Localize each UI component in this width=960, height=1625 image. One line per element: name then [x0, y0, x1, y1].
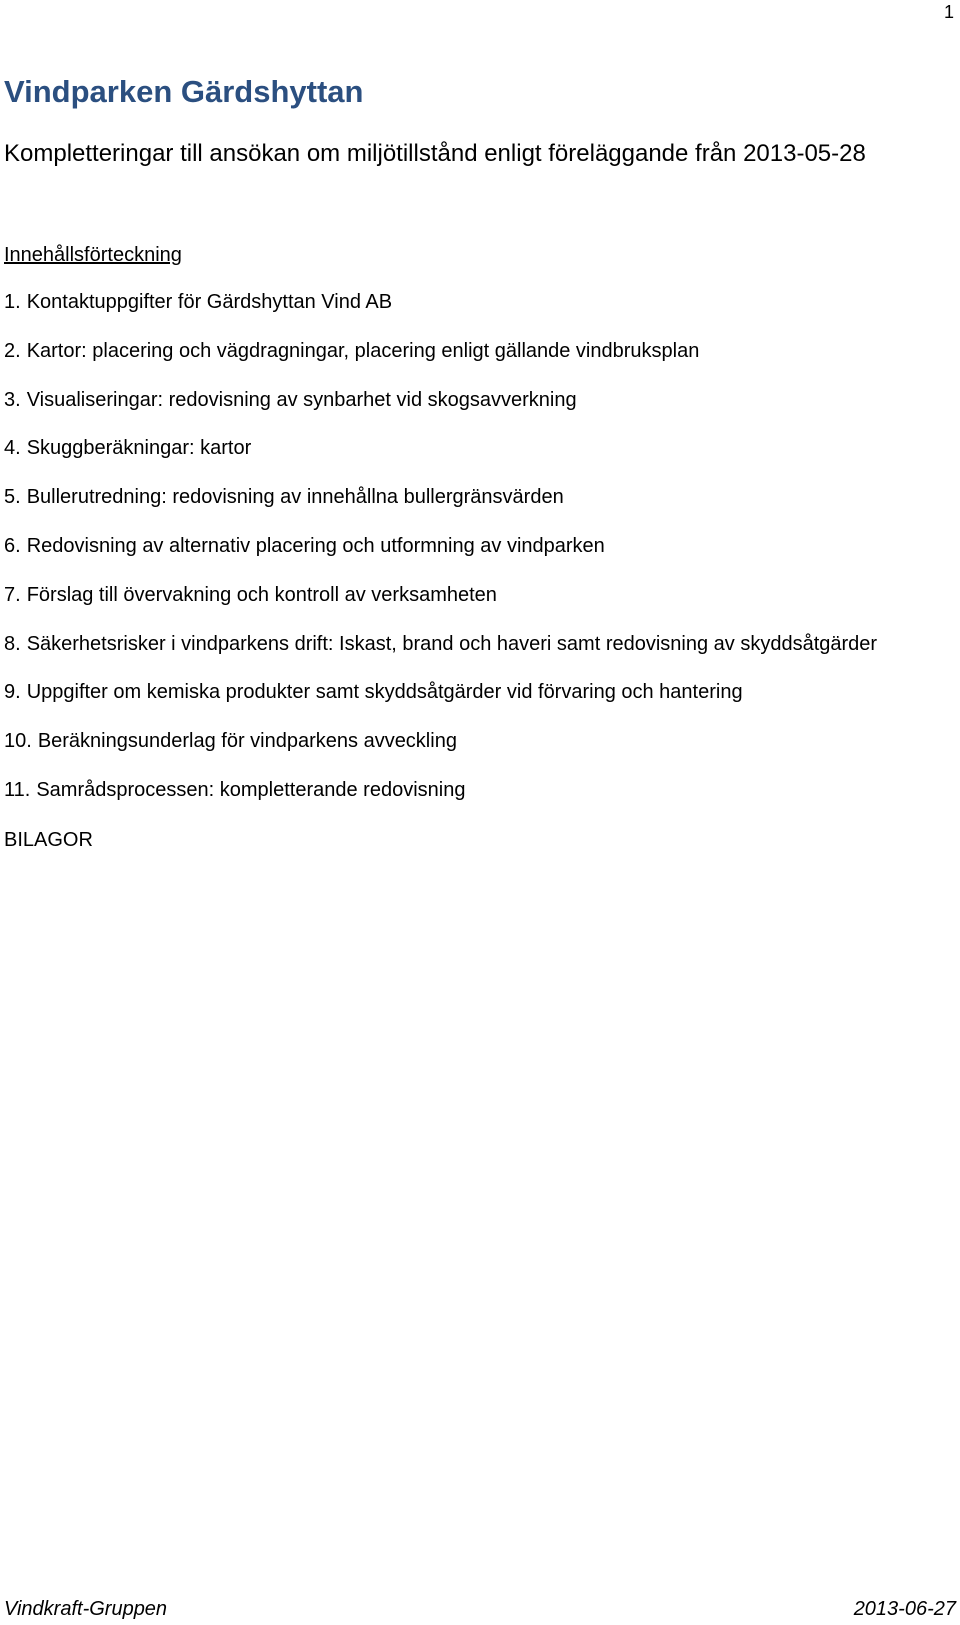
toc-item-number: 3. [4, 388, 21, 411]
toc-item-text: Beräkningsunderlag för vindparkens avveckling [37, 730, 457, 753]
toc-item-number: 4. [4, 437, 21, 460]
toc-item-5 [4, 485, 877, 534]
toc-item-text: Redovisning av alternativ placering och utformning av vindparken [26, 534, 605, 557]
toc-item-3 [4, 388, 877, 437]
footer-date: 2013-06-27 [853, 1598, 956, 1620]
toc-item-number: 11. [4, 778, 31, 801]
toc-item-number: 9. [4, 681, 21, 704]
toc-item-number: 8. [4, 632, 21, 655]
toc-item-4 [4, 436, 877, 485]
toc-item-1 [4, 290, 877, 339]
toc-item-number: 10. [4, 730, 32, 753]
toc-item-6 [4, 534, 877, 583]
toc-item-text: Visualiseringar: redovisning av synbarhet vid skogsavverkning [26, 388, 577, 411]
toc-item-number: 1. [4, 291, 21, 313]
footer-company: Vindkraft-Gruppen [4, 1598, 168, 1620]
toc-item-text: Uppgifter om kemiska produkter samt skyddsåtgärder vid förvaring och hantering [26, 681, 743, 704]
toc-item-2 [4, 339, 877, 388]
toc-item-text: Säkerhetsrisker i vindparkens drift: Iskast, brand och haveri samt redovisning av skyddsåtgärder [26, 632, 878, 655]
toc-item-9 [4, 680, 877, 729]
toc-list [4, 290, 877, 827]
toc-item-10 [4, 729, 877, 778]
bilagor-label: BILAGOR [4, 829, 93, 851]
document-title: Vindparken Gärdshyttan [4, 74, 364, 109]
toc-item-number: 6. [4, 534, 21, 557]
toc-item-text: Skuggberäkningar: kartor [26, 437, 252, 460]
toc-item-number: 7. [4, 583, 21, 606]
toc-item-number: 2. [4, 339, 21, 362]
toc-heading: Innehållsförteckning [4, 244, 182, 266]
toc-item-text: Kartor: placering och vägdragningar, placering enligt gällande vindbruksplan [26, 339, 700, 362]
page-number: 1 [943, 2, 954, 22]
toc-item-number: 5. [4, 486, 21, 509]
toc-item-text: Förslag till övervakning och kontroll av verksamheten [26, 583, 497, 606]
toc-item-11 [4, 778, 877, 827]
toc-item-text: Bullerutredning: redovisning av innehållna bullergränsvärden [26, 486, 564, 509]
toc-item-text: Kontaktuppgifter för Gärdshyttan Vind AB [26, 291, 393, 313]
document-subtitle: Kompletteringar till ansökan om miljötillstånd enligt föreläggande från 2013-05-28 [4, 140, 866, 167]
toc-item-8 [4, 632, 877, 681]
toc-item-7 [4, 583, 877, 632]
toc-item-text: Samrådsprocessen: kompletterande redovisning [36, 778, 466, 801]
